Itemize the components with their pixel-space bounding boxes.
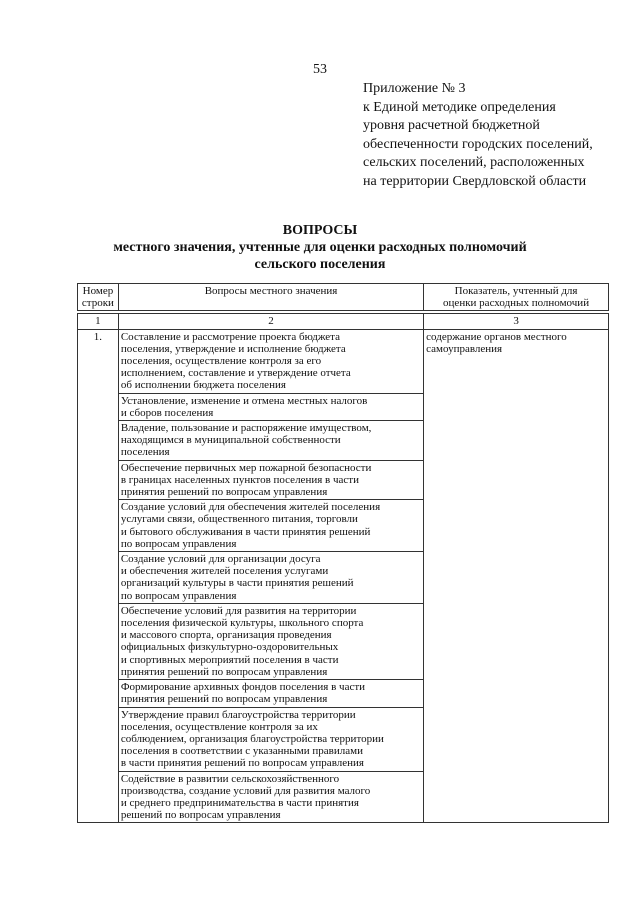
header-questions: Вопросы местного значения [118,284,423,311]
header-indicator: Показатель, учтенный для оценки расходных полномочий [424,284,609,311]
question-cell: Владение, пользование и распоряжение имуществом, находящимся в муниципальной собственности поселения [118,421,423,461]
question-cell: Обеспечение условий для развития на территории поселения физической культуры, школьного спорта и массового спорта, организация проведения официальных физкультурно-оздоровительных и спортивных мероприятий поселения в части принятия решений по вопросам управления [118,603,423,679]
questions-table [77,283,609,823]
question-cell: Содействие в развитии сельскохозяйственного производства, создание условий для развития малого и среднего предпринимательства в части принятия решений по вопросам управления [118,771,423,823]
column-number: 3 [424,314,609,329]
document-title [0,222,640,273]
appendix-line: сельских поселений, расположенных [363,155,585,170]
page-number: 53 [313,62,327,77]
row-number: 1. [78,329,119,823]
appendix-heading [363,80,633,191]
table-row [78,329,609,393]
question-cell: Составление и рассмотрение проекта бюджета поселения, утверждение и исполнение бюджета поселения, осуществление контроля за его исполнением, составление и утверждение отчета об исполнении бюджета поселения [118,329,423,393]
column-number: 1 [78,314,119,329]
question-cell: Создание условий для организации досуга и обеспечения жителей поселения услугами организаций культуры в части принятия решений по вопросам управления [118,552,423,604]
question-cell: Создание условий для обеспечения жителей поселения услугами связи, общественного питания, торговли и бытового обслуживания в части принятия решений по вопросам управления [118,500,423,552]
title-line-3: сельского поселения [254,257,386,272]
question-cell: Формирование архивных фондов поселения в части принятия решений по вопросам управления [118,680,423,707]
header-row-number: Номер строки [78,284,119,311]
appendix-line: обеспеченности городских поселений, [363,136,593,152]
column-number: 2 [118,314,423,329]
title-line-2: местного значения, учтенные для оценки расходных полномочий [113,240,527,255]
question-cell: Установление, изменение и отмена местных налогов и сборов поселения [118,393,423,420]
column-number-row [78,314,609,329]
question-cell: Утверждение правил благоустройства территории поселения, осуществление контроля за их соблюдением, организация благоустройства территории поселения в соответствии с указанными правилами в части принятия решений по вопросам управления [118,707,423,771]
appendix-line: уровня расчетной бюджетной [363,118,540,133]
appendix-line: на территории Свердловской области [363,173,587,189]
title-line-1: ВОПРОСЫ [282,223,358,238]
question-cell: Обеспечение первичных мер пожарной безопасности в границах населенных пунктов поселения в части принятия решений по вопросам управления [118,460,423,500]
appendix-line: Приложение № 3 [363,81,466,96]
indicator-cell: содержание органов местного самоуправления [424,329,609,823]
appendix-line: к Единой методике определения [363,99,556,115]
table-header-row [78,284,609,311]
